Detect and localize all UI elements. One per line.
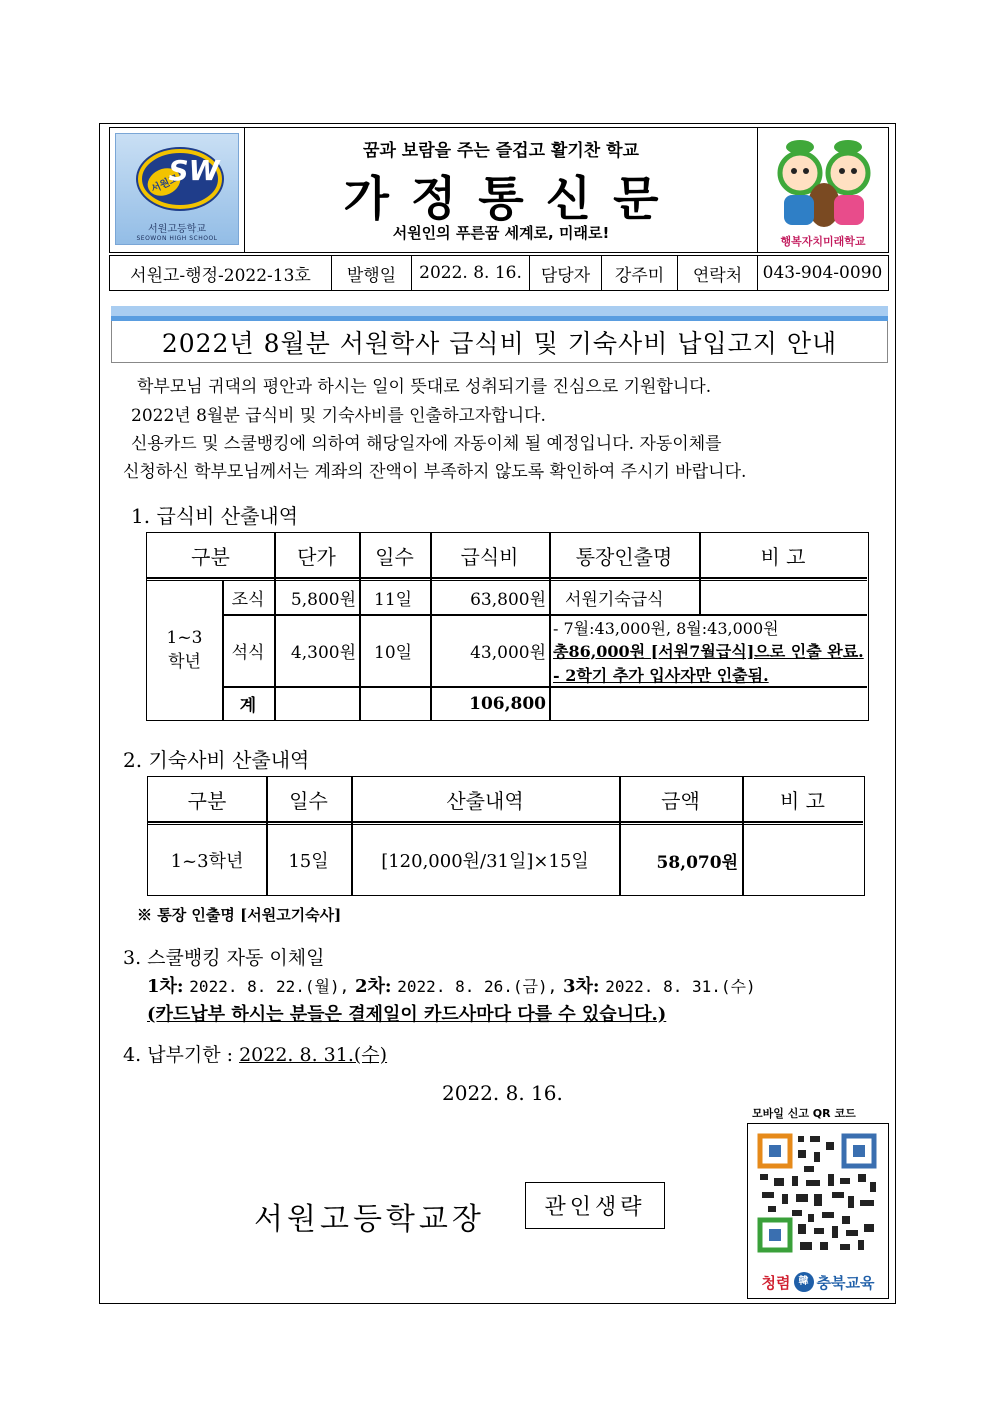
manager-label: 담당자 [530,256,602,290]
schedule-third-date: 2022. 8. 31.(수) [605,977,756,996]
deadline-row [123,1040,387,1067]
schedule-first-label: 1차: [147,976,184,997]
school-slogan: 꿈과 보람을 주는 즐겁고 활기찬 학교 [363,141,639,161]
issue-date: 2022. 8. 16. [412,256,530,290]
meal-row-type: 조식 [231,590,265,610]
school-name-kr: 서원고등학교 [148,224,206,235]
official-seal-omitted: 관인생략 [525,1182,665,1229]
schedule-section-heading: 3. 스쿨뱅킹 자동 이체일 [123,947,325,969]
school-logo [115,133,239,245]
qr-caption: 모바일 신고 QR 코드 [752,1107,856,1120]
principal-signature: 서원고등학교장 [254,1202,485,1237]
page-title: 가정통신문 [343,172,681,227]
qr-footer-mid: 韓 [794,1272,814,1292]
dorm-header-category: 구분 [187,788,227,813]
meal-header-price: 단가 [297,544,336,569]
manager-name: 강주미 [602,256,678,290]
dorm-header-amount: 금액 [661,788,700,813]
meal-row-amount: 43,000원 [470,643,546,663]
meal-row-days: 10일 [374,643,413,663]
intro-line-3: 신용카드 및 스쿨뱅킹에 의하여 해당일자에 자동이체 될 예정입니다. 자동이체를 [131,434,722,454]
document-date: 2022. 8. 16. [442,1081,563,1105]
meal-header-amount: 급식비 [460,544,519,569]
qr-footer-right: 충북교육 [816,1273,875,1292]
schedule-first-date: 2022. 8. 22.(월), [189,977,350,996]
qr-code-box[interactable] [747,1123,889,1299]
deadline-label: 4. 납부기한 : [123,1044,234,1066]
dorm-row-calc: [120,000원/31일]×15일 [381,851,589,872]
dorm-section-heading: 2. 기숙사비 산출내역 [123,748,310,772]
meal-total-label: 계 [239,696,257,716]
qr-footer [748,1268,888,1296]
notice-title: 2022년 8월분 서원학사 급식비 및 기숙사비 납입고지 안내 [111,321,888,363]
dorm-row-days: 15일 [288,851,329,872]
qr-footer-left: 청렴 [761,1273,791,1292]
meal-grade-group: 1~3 학년 [166,628,203,672]
meal-total-amount: 106,800 [469,693,546,714]
dorm-header-calc: 산출내역 [446,788,524,813]
meal-row-type: 석식 [231,643,265,663]
meal-note-line-1: - 7월:43,000원, 8월:43,000원 [553,618,779,638]
meal-header-category: 구분 [191,544,230,569]
meal-row-bank-name: 서원기숙급식 [565,590,664,610]
card-payment-note: (카드납부 하시는 분들은 결제일이 카드사마다 다를 수 있습니다.) [147,1004,667,1025]
meal-note-line-3: - 2학기 추가 입사자만 인출됨. [553,665,769,685]
issue-date-label: 발행일 [332,256,412,290]
logo-mark-text: SW [168,154,220,187]
mascot-icon [764,133,882,233]
banner-accent-bar [111,306,888,316]
meal-cost-table [146,532,869,721]
header-subtitle: 서원인의 푸른꿈 세계로, 미래로! [392,224,610,242]
meal-note-line-2: 총86,000원 [서원7월급식]으로 인출 완료. [553,641,864,661]
qr-code-icon [748,1124,888,1264]
deadline-date: 2022. 8. 31.(수) [239,1044,388,1066]
meal-header-bank-name: 통장인출명 [575,544,673,569]
intro-line-1: 학부모님 귀댁의 평안과 하시는 일이 뜻대로 성취되기를 진심으로 기원합니다. [137,377,712,397]
contact-label: 연락처 [678,256,758,290]
dorm-row-grade: 1~3학년 [170,851,244,872]
dorm-header-days: 일수 [289,788,328,813]
intro-line-2: 2022년 8월분 급식비 및 기숙사비를 인출하고자합니다. [131,406,546,426]
logo-badge-text: 서원고 [149,173,181,196]
meal-row-price: 5,800원 [290,590,356,610]
schedule-dates [147,972,756,998]
meal-header-remarks: 비 고 [760,544,806,569]
intro-line-4: 신청하신 학부모님께서는 계좌의 잔액이 부족하지 않도록 확인하여 주시기 바랍니다. [123,462,747,482]
schedule-second-date: 2022. 8. 26.(금), [397,977,558,996]
mascot-caption: 행복자치미래학교 [780,235,866,248]
schedule-third-label: 3차: [562,976,600,997]
school-emblem-icon [134,144,226,214]
doc-number: 서원고-행정-2022-13호 [110,256,332,290]
dorm-row-amount: 58,070원 [656,852,738,873]
meal-row-amount: 63,800원 [470,590,546,610]
dorm-header-remarks: 비 고 [780,788,825,813]
school-name-en: SEOWON HIGH SCHOOL [136,235,218,242]
document-info-row [109,255,889,291]
dorm-cost-table [147,776,865,896]
newsletter-header [109,127,889,253]
meal-row-price: 4,300원 [290,643,356,663]
meal-header-days: 일수 [375,544,414,569]
meal-section-heading: 1. 급식비 산출내역 [131,504,299,528]
meal-row-days: 11일 [374,590,413,610]
mascot-image [764,133,882,247]
dorm-bank-note: ※ 통장 인출명 [서원고기숙사] [137,906,342,924]
contact-number: 043-904-0090 [762,263,883,283]
header-title-area [244,128,758,252]
schedule-second-label: 2차: [354,976,392,997]
